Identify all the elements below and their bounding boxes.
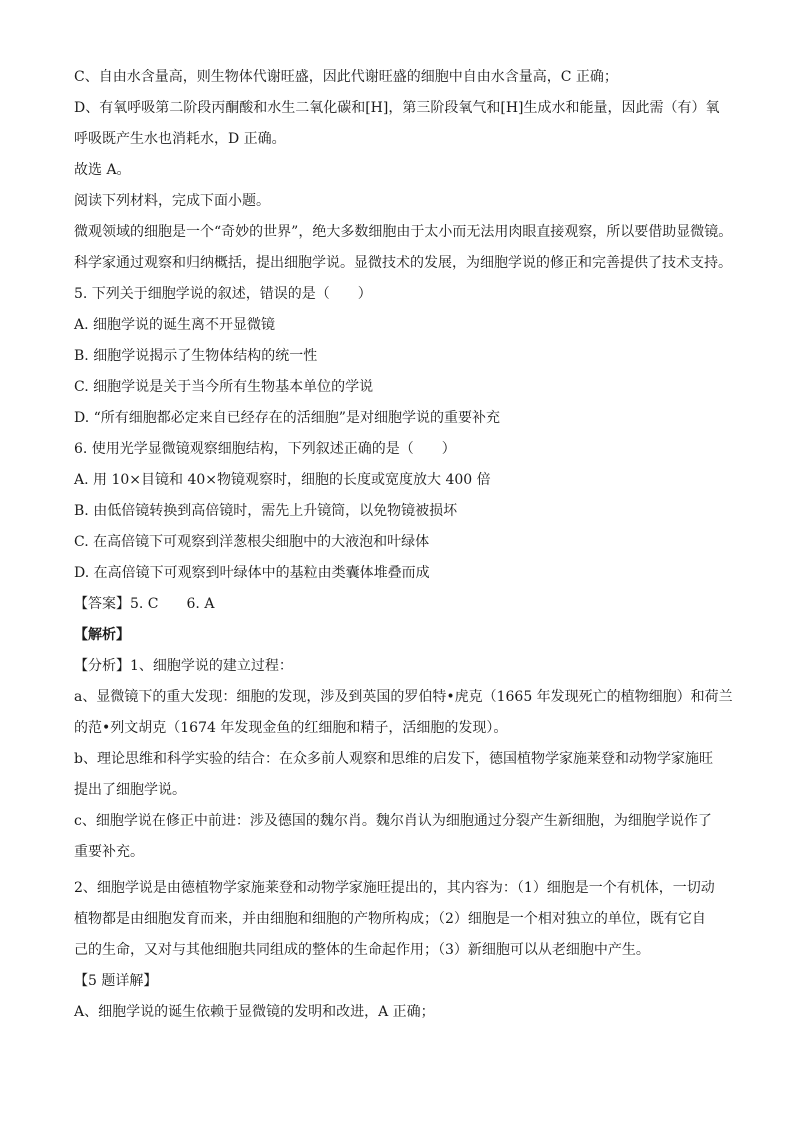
text-line: D、有氧呼吸第二阶段丙酮酸和水生二氧化碳和[H]，第三阶段氧气和[H]生成水和能量，因此需（有）氧 xyxy=(74,100,720,116)
text-line: c、细胞学说在修正中前进：涉及德国的魏尔肖。魏尔肖认为细胞通过分裂产生新细胞，为细胞学说作了 xyxy=(74,813,712,829)
question-5-stem: 5. 下列关于细胞学说的叙述，错误的是（ ） xyxy=(74,286,372,302)
text-line: b、理论思维和科学实验的结合：在众多前人观察和思维的启发下，德国植物学家施莱登和动物学家施旺 xyxy=(74,751,713,767)
text-line: 2、细胞学说是由德植物学家施莱登和动物学家施旺提出的，其内容为：（1）细胞是一个有机体，一切动 xyxy=(74,880,715,896)
text-line: 提出了细胞学说。 xyxy=(74,782,186,798)
answer-line: 【答案】5. C 6. A xyxy=(74,596,215,612)
section-heading: 【5 题详解】 xyxy=(74,973,158,989)
question-6-stem: 6. 使用光学显微镜观察细胞结构，下列叙述正确的是（ ） xyxy=(74,441,456,457)
question-5-option-d: D. “所有细胞都必定来自已经存在的活细胞”是对细胞学说的重要补充 xyxy=(74,410,500,426)
question-5-option-a: A. 细胞学说的诞生离不开显微镜 xyxy=(74,317,276,333)
text-line: 重要补充。 xyxy=(74,844,144,860)
text-line: 微观领域的细胞是一个“奇妙的世界”，绝大多数细胞由于太小而无法用肉眼直接观察，所以要借助显微镜。 xyxy=(74,224,733,240)
text-line: 科学家通过观察和归纳概括，提出细胞学说。显微技术的发展，为细胞学说的修正和完善提供了技术支持。 xyxy=(74,255,732,271)
question-5-option-c: C. 细胞学说是关于当今所有生物基本单位的学说 xyxy=(74,379,374,395)
question-6-option-a: A. 用 10×目镜和 40×物镜观察时，细胞的长度或宽度放大 400 倍 xyxy=(74,472,491,488)
analysis-heading: 【解析】 xyxy=(74,627,130,643)
text-line: 植物都是由细胞发育而来，并由细胞和细胞的产物所构成；（2）细胞是一个相对独立的单位，既有它自 xyxy=(74,911,706,927)
text-line: 己的生命，又对与其他细胞共同组成的整体的生命起作用；（3）新细胞可以从老细胞中产生。 xyxy=(74,942,650,958)
question-6-option-c: C. 在高倍镜下可观察到洋葱根尖细胞中的大液泡和叶绿体 xyxy=(74,534,430,550)
text-line: 的范•列文胡克（1674 年发现金鱼的红细胞和精子，活细胞的发现）。 xyxy=(74,720,508,736)
text-line: C、自由水含量高，则生物体代谢旺盛，因此代谢旺盛的细胞中自由水含量高，C 正确； xyxy=(74,69,618,85)
text-line: 阅读下列材料，完成下面小题。 xyxy=(74,193,270,209)
question-6-option-d: D. 在高倍镜下可观察到叶绿体中的基粒由类囊体堆叠而成 xyxy=(74,565,430,581)
text-line: A、细胞学说的诞生依赖于显微镜的发明和改进，A 正确； xyxy=(74,1004,435,1020)
question-6-option-b: B. 由低倍镜转换到高倍镜时，需先上升镜筒，以免物镜被损坏 xyxy=(74,503,458,519)
question-5-option-b: B. 细胞学说揭示了生物体结构的统一性 xyxy=(74,348,318,364)
text-line: a、显微镜下的重大发现：细胞的发现，涉及到英国的罗伯特•虎克（1665 年发现死亡的植物细胞）和荷兰 xyxy=(74,689,733,705)
text-line: 呼吸既产生水也消耗水，D 正确。 xyxy=(74,131,286,147)
text-line: 【分析】1、细胞学说的建立过程： xyxy=(74,658,293,674)
text-line: 故选 A。 xyxy=(74,162,131,178)
